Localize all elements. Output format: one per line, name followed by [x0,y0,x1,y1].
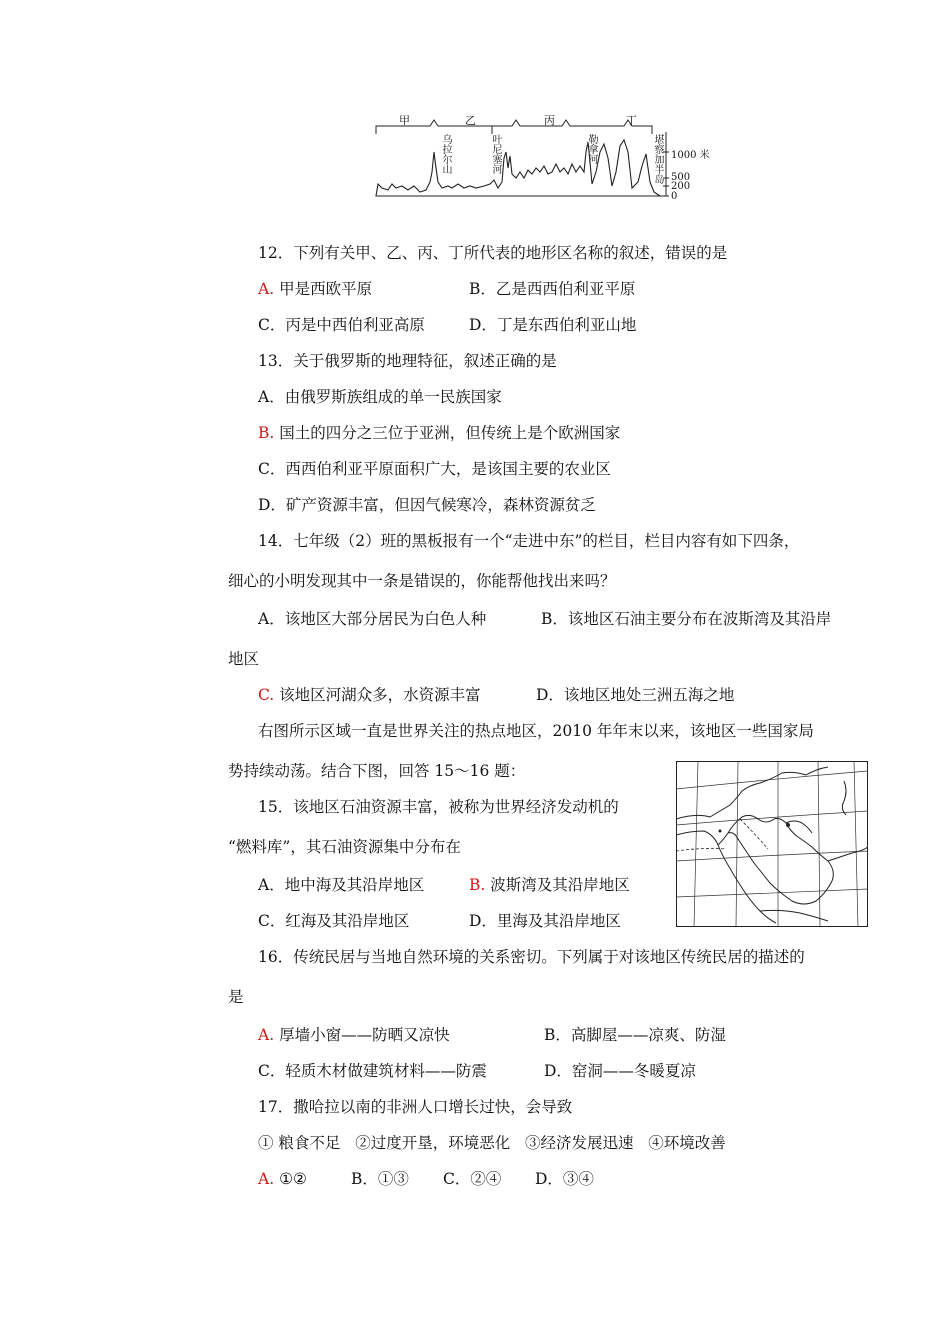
q17-option-c: C．②④ [443,1170,502,1188]
q16-stem-line2: 是 [228,988,244,1006]
q13-option-a: A．由俄罗斯族组成的单一民族国家 [258,388,502,406]
region-label-jia: 甲 [399,114,410,127]
q13-option-b-text: 国土的四分之三位于亚洲，但传统上是个欧洲国家 [279,424,621,442]
intro-line1: 右图所示区域一直是世界关注的热点地区，2010 年年末以来，该地区一些国家局 [258,722,814,740]
q14-option-b: B．该地区石油主要分布在波斯湾及其沿岸 [541,610,832,628]
q14-option-a: A．该地区大部分居民为白色人种 [258,610,487,628]
q12-option-c: C．丙是中西伯利亚高原 [258,316,425,334]
q13-option-d: D．矿产资源丰富，但因气候寒冷，森林资源贫乏 [258,496,596,514]
middle-east-map [676,761,868,927]
q14-option-d: D．该地区地处三洲五海之地 [536,686,735,704]
q15-option-c: C．红海及其沿岸地区 [258,912,410,930]
q17-option-d: D．③④ [535,1170,594,1188]
q17-option-a [258,1168,307,1190]
feature-label-kamchatka: 堪察加半岛 [652,134,663,184]
region-label-bing: 丙 [544,114,555,127]
q13-stem: 13．关于俄罗斯的地理特征，叙述正确的是 [258,352,557,370]
q12-stem: 12．下列有关甲、乙、丙、丁所代表的地形区名称的叙述，错误的是 [258,244,728,262]
scale-label-200: 200 [671,181,691,192]
q15-option-a: A．地中海及其沿岸地区 [258,876,425,894]
q12-option-a-text: 甲是西欧平原 [279,280,373,298]
q12-option-d: D．丁是东西伯利亚山地 [469,316,637,334]
region-label-yi: 乙 [465,114,476,127]
q14-option-c-text: 该地区河湖众多，水资源丰富 [279,686,481,704]
feature-label-ural: 乌拉尔山 [440,134,451,174]
q14-answer-letter: C. [258,686,275,704]
terrain-profile-figure [372,112,722,207]
q13-answer-letter: B. [258,424,275,442]
q16-answer-letter: A. [258,1026,275,1044]
q15-stem-line2: “燃料库”，其石油资源集中分布在 [228,838,461,856]
q14-option-b-cont: 地区 [228,650,260,668]
q16-option-d: D．窑洞——冬暖夏凉 [544,1062,696,1080]
q13-option-c: C．西西伯利亚平原面积广大，是该国主要的农业区 [258,460,611,478]
q15-stem-line1: 15．该地区石油资源丰富，被称为世界经济发动机的 [258,798,619,816]
q15-option-b-text: 波斯湾及其沿岸地区 [490,876,630,894]
q12-option-b: B．乙是西西伯利亚平原 [469,280,636,298]
q13-option-b [258,422,620,444]
q12-answer-letter: A. [258,280,275,298]
feature-label-lena: 勒拿河 [586,134,597,164]
q14-stem-line2: 细心的小明发现其中一条是错误的，你能帮他找出来吗？ [228,572,616,590]
middle-east-map-graphic [676,761,868,927]
q17-stem: 17．撒哈拉以南的非洲人口增长过快，会导致 [258,1098,573,1116]
q12-option-a [258,278,372,300]
scale-label-0: 0 [671,191,678,202]
q16-option-b: B．高脚屋——凉爽、防湿 [544,1026,726,1044]
scale-label-1000: 1000 米 [671,150,710,161]
feature-label-yenisei: 叶尼塞河 [490,134,501,174]
q17-option-a-text: ①② [279,1170,307,1188]
q17-option-b: B．①③ [351,1170,409,1188]
q17-items: ① 粮食不足 ②过度开垦，环境恶化 ③经济发展迅速 ④环境改善 [258,1134,726,1152]
q15-option-b [469,874,630,896]
q16-option-c: C．轻质木材做建筑材料——防震 [258,1062,487,1080]
q16-stem-line1: 16．传统民居与当地自然环境的关系密切。下列属于对该地区传统民居的描述的 [258,948,805,966]
q14-stem-line1: 14．七年级（2）班的黑板报有一个“走进中东”的栏目，栏目内容有如下四条， [258,532,800,550]
intro-line2: 势持续动荡。结合下图，回答 15～16 题： [228,762,526,780]
region-label-ding: 丁 [626,114,637,127]
q17-answer-letter: A. [258,1170,275,1188]
scale-label-500: 500 [671,172,691,183]
q15-option-d: D．里海及其沿岸地区 [469,912,621,930]
q15-answer-letter: B. [469,876,486,894]
q14-option-c [258,684,481,706]
q16-option-a-text: 厚墙小窗——防晒又凉快 [279,1026,450,1044]
q16-option-a [258,1024,450,1046]
